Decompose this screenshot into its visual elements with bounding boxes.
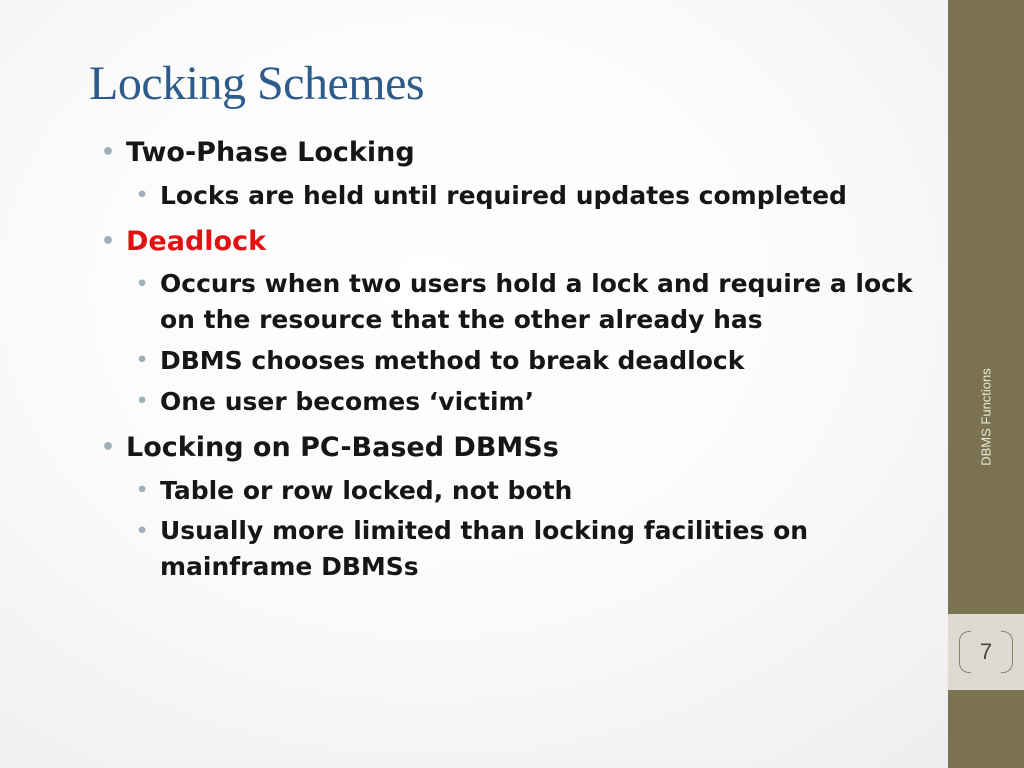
page-number-box	[948, 614, 1024, 690]
bullet-dot-icon: •	[101, 140, 116, 165]
sub-bullet-text: DBMS chooses method to break deadlock	[160, 346, 745, 375]
bullet-text-highlighted: Deadlock	[126, 226, 267, 257]
bullet-dot-icon: •	[136, 390, 149, 412]
bullet-text: Locking on PC-Based DBMSs	[126, 432, 559, 463]
bullet-dot-icon: •	[101, 435, 116, 460]
sub-bullet-occurs-when	[136, 266, 1024, 338]
sub-bullet-text-continuation: on the resource that the other already has	[160, 305, 763, 334]
bullet-dot-icon: •	[136, 479, 149, 501]
sub-bullet-locks-held	[136, 177, 1024, 214]
sub-bullet-text: Usually more limited than locking facilities on	[160, 516, 809, 545]
sub-bullet-dbms-chooses	[136, 342, 1024, 379]
sub-bullet-text: Occurs when two users hold a lock and require a lock	[160, 269, 913, 298]
sub-bullet-text: Locks are held until required updates completed	[160, 181, 847, 210]
bullet-pc-based-locking	[101, 428, 1024, 468]
bullet-dot-icon: •	[136, 520, 149, 542]
sub-bullet-victim	[136, 383, 1024, 420]
sub-bullet-table-or-row	[136, 472, 1024, 509]
bullet-text: Two-Phase Locking	[126, 137, 415, 168]
bullet-two-phase-locking	[101, 133, 1024, 173]
sub-bullet-text: Table or row locked, not both	[160, 476, 573, 505]
sub-bullet-more-limited	[136, 513, 1024, 585]
sidebar-footer-label: DBMS Functions	[978, 368, 994, 466]
page-number: 7	[979, 639, 993, 664]
sub-bullet-text: One user becomes ‘victim’	[160, 387, 535, 416]
bullet-dot-icon: •	[136, 273, 149, 295]
bullet-deadlock	[101, 222, 1024, 262]
slide-content	[0, 133, 1024, 585]
bullet-dot-icon: •	[136, 349, 149, 371]
bullet-dot-icon: •	[101, 229, 116, 254]
sub-bullet-text-continuation: mainframe DBMSs	[160, 552, 419, 581]
bullet-dot-icon: •	[136, 184, 149, 206]
slide-title: Locking Schemes	[89, 57, 425, 110]
